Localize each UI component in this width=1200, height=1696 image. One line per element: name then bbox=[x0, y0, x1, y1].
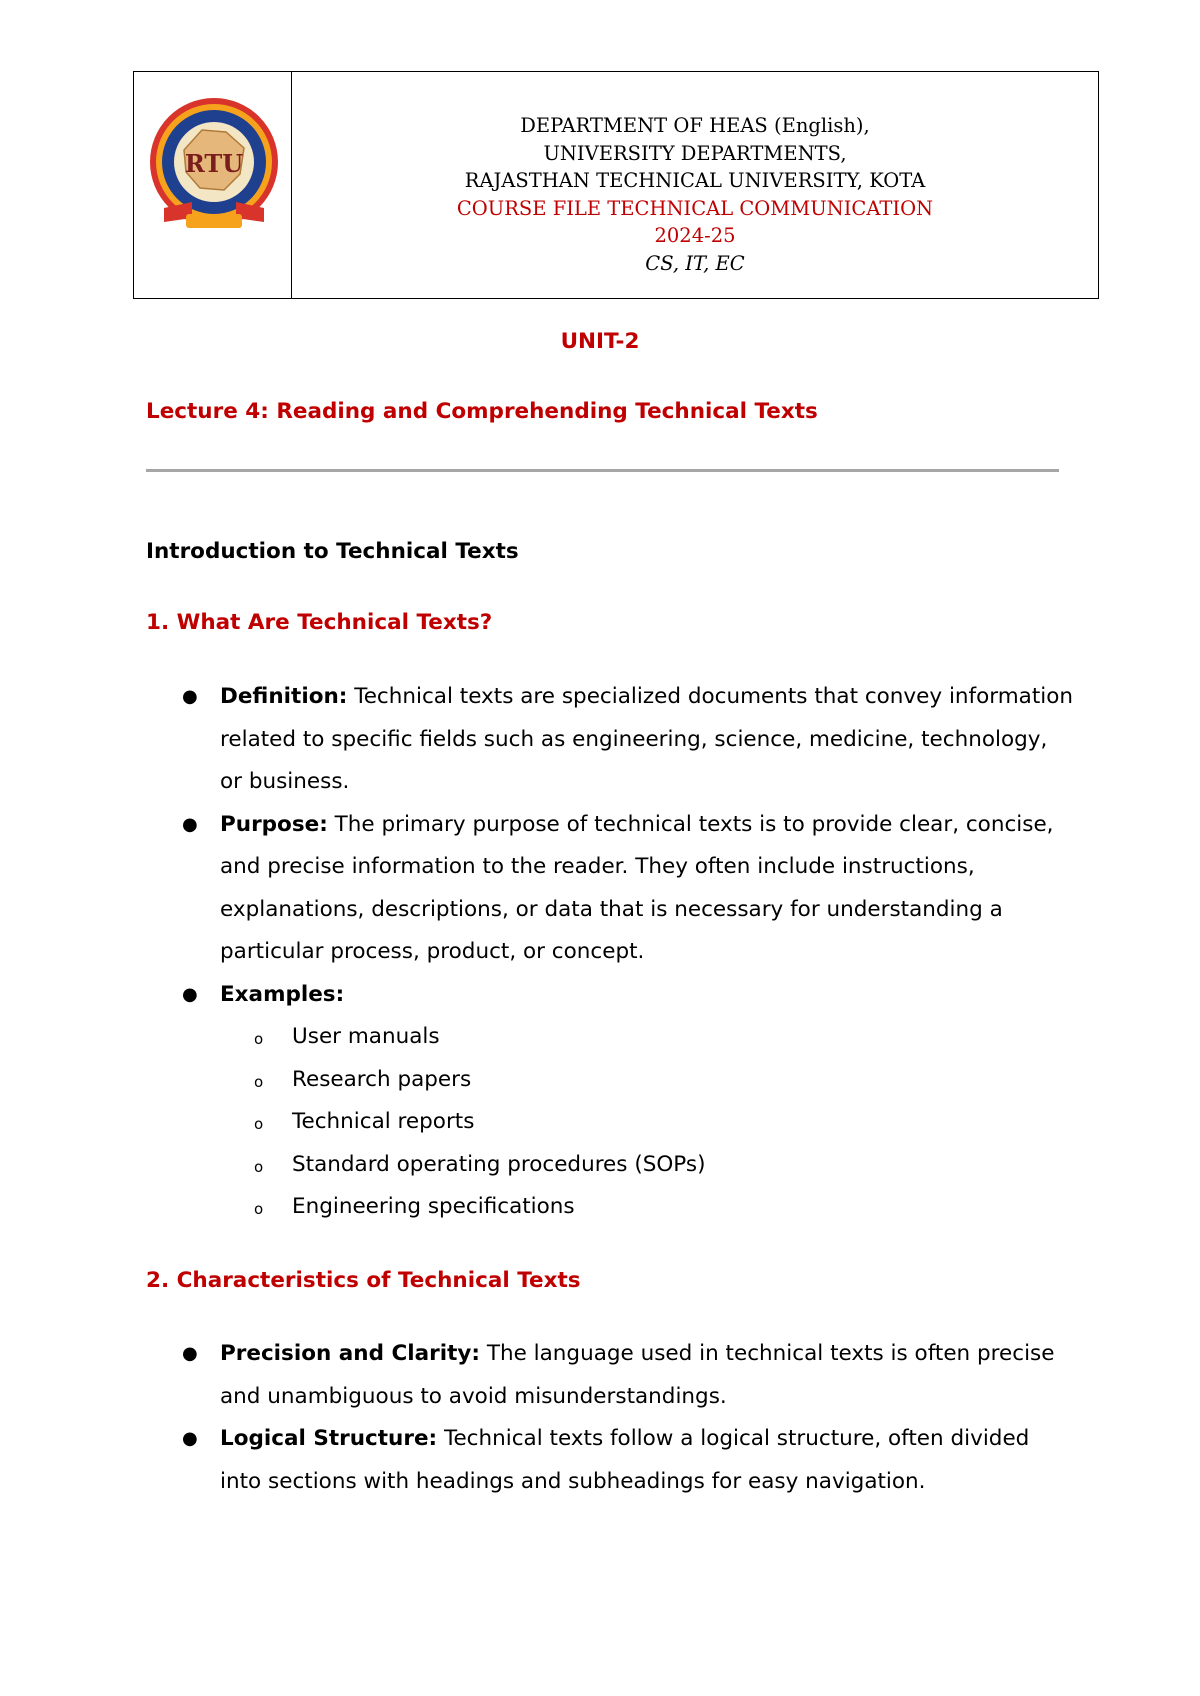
example-text: Technical reports bbox=[292, 1109, 475, 1134]
circle-bullet-icon: o bbox=[254, 1157, 264, 1176]
svg-text:RTU: RTU bbox=[184, 149, 244, 178]
logical-text: Technical texts follow a logical structure, often divided into sections with headings and subheadings for easy navigation. bbox=[220, 1426, 1030, 1494]
definition-text: Technical texts are specialized documents that convey information related to specific fields such as engineering, science, medicine, technology, or business. bbox=[220, 684, 1074, 794]
academic-year-line: 2024-25 bbox=[654, 224, 736, 247]
definition-label: Definition: bbox=[220, 684, 348, 709]
circle-bullet-icon: o bbox=[254, 1115, 264, 1133]
section-1-list bbox=[146, 676, 1076, 1229]
department-line: DEPARTMENT OF HEAS (English), bbox=[520, 114, 870, 137]
precision-label: Precision and Clarity: bbox=[220, 1341, 480, 1366]
circle-bullet-icon: o bbox=[254, 1072, 264, 1091]
bullet-definition bbox=[146, 676, 1076, 804]
bullet-dot-icon: ● bbox=[182, 1343, 198, 1364]
list-item bbox=[146, 1016, 1076, 1059]
bullet-logical-structure bbox=[146, 1418, 1076, 1503]
list-item bbox=[146, 1059, 1076, 1102]
horizontal-rule bbox=[146, 469, 1059, 472]
list-item bbox=[146, 1144, 1076, 1187]
header-table bbox=[133, 71, 1099, 299]
precision-text: The language used in technical texts is often precise and unambiguous to avoid misunderstandings. bbox=[220, 1341, 1055, 1409]
bullet-purpose bbox=[146, 804, 1076, 974]
university-logo bbox=[144, 90, 284, 240]
examples-list bbox=[146, 1016, 1076, 1229]
section-2-list bbox=[146, 1333, 1076, 1503]
header-text-block bbox=[292, 112, 1098, 277]
logical-label: Logical Structure: bbox=[220, 1426, 438, 1451]
branches-line: CS, IT, EC bbox=[645, 251, 745, 275]
examples-label: Examples: bbox=[220, 981, 345, 1007]
section-2-heading: 2. Characteristics of Technical Texts bbox=[146, 1268, 581, 1293]
bullet-precision bbox=[146, 1333, 1076, 1418]
example-text: Standard operating procedures (SOPs) bbox=[292, 1151, 706, 1177]
bullet-examples bbox=[146, 974, 1076, 1017]
list-item bbox=[146, 1101, 1076, 1144]
bullet-dot-icon: ● bbox=[182, 1428, 198, 1449]
rtu-seal-icon bbox=[144, 90, 284, 240]
list-item bbox=[146, 1186, 1076, 1229]
unit-title: UNIT-2 bbox=[560, 329, 640, 354]
example-text: Engineering specifications bbox=[292, 1194, 575, 1219]
bullet-dot-icon: ● bbox=[182, 983, 198, 1005]
purpose-text: The primary purpose of technical texts is to provide clear, concise, and precise information to the reader. They often include instructions, explanations, descriptions, or data that is necessary for understanding a particular process, product, or concept. bbox=[220, 811, 1054, 964]
lecture-title: Lecture 4: Reading and Comprehending Technical Texts bbox=[146, 399, 818, 424]
university-departments-line: UNIVERSITY DEPARTMENTS, bbox=[543, 141, 847, 165]
section-1-heading: 1. What Are Technical Texts? bbox=[146, 610, 493, 635]
bullet-dot-icon: ● bbox=[182, 686, 198, 707]
example-text: User manuals bbox=[292, 1024, 440, 1049]
intro-heading: Introduction to Technical Texts bbox=[146, 539, 519, 564]
course-file-line: COURSE FILE TECHNICAL COMMUNICATION bbox=[456, 196, 934, 220]
purpose-label: Purpose: bbox=[220, 811, 328, 837]
circle-bullet-icon: o bbox=[254, 1030, 264, 1048]
circle-bullet-icon: o bbox=[254, 1200, 264, 1218]
example-text: Research papers bbox=[292, 1066, 472, 1092]
bullet-dot-icon: ● bbox=[182, 813, 198, 835]
university-name-line: RAJASTHAN TECHNICAL UNIVERSITY, KOTA bbox=[464, 169, 926, 192]
